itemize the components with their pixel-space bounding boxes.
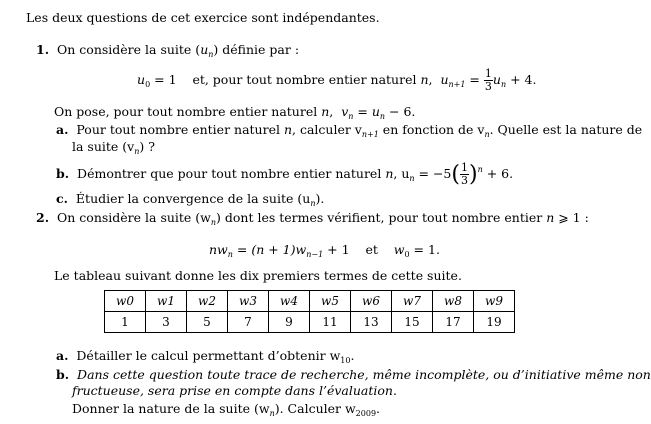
q2-f1: nw bbox=[209, 242, 228, 257]
f-tail: u bbox=[492, 72, 501, 87]
table-header-cell: w5 bbox=[310, 291, 351, 312]
q1-c-label: c. bbox=[56, 191, 68, 206]
table-header-cell: w8 bbox=[433, 291, 474, 312]
q2-fw0: w bbox=[393, 242, 405, 257]
paren-close: ) bbox=[468, 161, 478, 187]
q1-b-frac bbox=[460, 162, 469, 187]
q1-a-l2end: ) ? bbox=[139, 139, 155, 154]
q2-text-end: ) dont les termes vérifient, pour tout nombre entier bbox=[216, 210, 547, 225]
f-frac-num: 1 bbox=[484, 67, 492, 80]
q1-a-l2: la suite (v bbox=[72, 139, 135, 154]
q1-b-end: + 6. bbox=[482, 166, 514, 181]
q2-b-label: b. bbox=[56, 367, 70, 382]
q2-n: n bbox=[546, 210, 555, 225]
q1-text-end: ) définie par : bbox=[213, 42, 300, 57]
pose-n: n bbox=[321, 104, 330, 119]
pose-text: On pose, pour tout nombre entier naturel bbox=[54, 104, 322, 119]
table-value-cell: 7 bbox=[228, 312, 269, 333]
q1-b-label: b. bbox=[56, 166, 70, 181]
q1-b-n: n bbox=[385, 166, 394, 181]
q2-fmididx: n−1 bbox=[306, 250, 324, 259]
pose-end: − 6. bbox=[385, 104, 416, 119]
q1-a-n: n bbox=[283, 122, 293, 137]
q2-a-label: a. bbox=[56, 348, 69, 363]
paren-open: ( bbox=[451, 161, 460, 187]
q2-b-l3mid: ). Calculer w bbox=[274, 401, 356, 416]
q1-number: 1. bbox=[36, 42, 50, 57]
table-value-cell: 13 bbox=[351, 312, 392, 333]
q1-b-uidx: n bbox=[409, 174, 415, 183]
table-value-cell: 17 bbox=[433, 312, 474, 333]
q1-a-l2idx: n bbox=[134, 147, 140, 156]
intro-text: Les deux questions de cet exercice sont indépendantes. bbox=[26, 10, 380, 25]
q2-a-idx: 10 bbox=[340, 356, 351, 365]
q2-b-l1: Dans cette question toute trace de recherche, même incomplète, ou d’initiative même non bbox=[77, 367, 651, 382]
q2-b-l3end: . bbox=[376, 401, 381, 416]
table-value-cell: 5 bbox=[187, 312, 228, 333]
q2-formula bbox=[209, 242, 440, 258]
q2-b bbox=[56, 367, 651, 383]
f-tail-idx: n bbox=[500, 80, 507, 89]
q1-c-idx: n bbox=[310, 199, 316, 208]
q1-c-end: ). bbox=[315, 191, 325, 206]
pose-eq: = u bbox=[353, 104, 380, 119]
table-header-cell: w7 bbox=[392, 291, 433, 312]
q2-a-text: Détailler le calcul permettant d’obtenir w bbox=[76, 348, 341, 363]
q1-pose: On pose, pour tout nombre entier naturel n, $v_n = u_n - 6$. bbox=[54, 104, 416, 121]
q2-a bbox=[56, 348, 354, 364]
q1-a-line2 bbox=[72, 139, 155, 155]
q2-b-line2 bbox=[72, 383, 397, 399]
q1-a-t2: , calculer v bbox=[292, 122, 362, 137]
q1-a-vidx: n+1 bbox=[361, 130, 379, 139]
pose-u-idx: n bbox=[379, 112, 386, 121]
f-u0: u bbox=[137, 72, 146, 87]
table-header-cell: w9 bbox=[474, 291, 515, 312]
q1-b-exp: n bbox=[477, 165, 483, 174]
table-value-cell: 11 bbox=[310, 312, 351, 333]
table-value-cell: 15 bbox=[392, 312, 433, 333]
f-tail-end: + 4. bbox=[506, 72, 537, 87]
table-value-cell: 3 bbox=[146, 312, 187, 333]
q1-a-label: a. bbox=[56, 122, 69, 137]
q1-a-t3: en fonction de v bbox=[378, 122, 485, 137]
pose-v: v bbox=[341, 104, 349, 119]
table-value-cell: 19 bbox=[474, 312, 515, 333]
q2-b-l3: Donner la nature de la suite (w bbox=[72, 401, 270, 416]
q2-b-l3idx: n bbox=[269, 409, 275, 418]
q1-c bbox=[56, 191, 324, 207]
q2-fmid: = (n + 1)w bbox=[232, 242, 307, 257]
q2-b-line3 bbox=[72, 401, 380, 417]
f-u-idx: n+1 bbox=[448, 80, 466, 89]
table-value-row bbox=[105, 312, 515, 333]
table-header-cell: w1 bbox=[146, 291, 187, 312]
q2-text: On considère la suite (w bbox=[57, 210, 211, 225]
table-header-cell: w3 bbox=[228, 291, 269, 312]
q1-a-v2idx: n bbox=[484, 130, 490, 139]
table-value-cell: 1 bbox=[105, 312, 146, 333]
q1-a bbox=[56, 122, 642, 138]
q2-b-l2: fructueuse, sera prise en compte dans l’évaluation. bbox=[72, 383, 397, 398]
q2-idx: n bbox=[210, 218, 217, 227]
q2-a-end: . bbox=[350, 348, 355, 363]
q1-seq-idx: n bbox=[208, 50, 214, 59]
f-eq: = 1 bbox=[150, 72, 177, 87]
q2-fet: et bbox=[365, 242, 378, 257]
q1-b-eq: = −5 bbox=[414, 166, 452, 181]
q1-seq: u bbox=[200, 42, 209, 57]
table-header-cell: w0 bbox=[105, 291, 146, 312]
f-mid: et, pour tout nombre entier naturel bbox=[192, 72, 421, 87]
f-frac bbox=[484, 68, 493, 93]
q1-formula: $u_0 = 1$ et, pour tout nombre entier naturel n, $u_{n+1}$ = $\frac{1}{3}$ $u_n + 4$. bbox=[137, 67, 537, 93]
table-header-cell: w6 bbox=[351, 291, 392, 312]
q2-number: 2. bbox=[36, 210, 50, 225]
f-u: u bbox=[440, 72, 449, 87]
q1-c-text: Étudier la convergence de la suite (u bbox=[75, 191, 311, 206]
q2-geq: ⩾ 1 : bbox=[554, 210, 589, 225]
q2-b-l3idx2: 2009 bbox=[355, 409, 377, 418]
f-frac-den: 3 bbox=[484, 80, 492, 93]
q1-b-fden: 3 bbox=[460, 174, 468, 187]
table-header-cell: w2 bbox=[187, 291, 228, 312]
q1-b-text: Démontrer que pour tout nombre entier naturel bbox=[77, 166, 386, 181]
q1-b bbox=[56, 162, 513, 187]
q2-fend: + 1 bbox=[323, 242, 350, 257]
q2-f1idx: n bbox=[227, 250, 233, 259]
terms-table bbox=[104, 290, 515, 333]
q2-line bbox=[36, 210, 589, 226]
table-header-row bbox=[105, 291, 515, 312]
q1-text: On considère la suite ( bbox=[57, 42, 201, 57]
q2-table-intro: Le tableau suivant donne les dix premiers termes de cette suite. bbox=[54, 268, 462, 283]
table-value-cell: 9 bbox=[269, 312, 310, 333]
f-n: n bbox=[420, 72, 429, 87]
q1-a-t1: Pour tout nombre entier naturel bbox=[76, 122, 284, 137]
q1-a-t4: . Quelle est la nature de bbox=[489, 122, 643, 137]
pose-v-idx: n bbox=[348, 112, 354, 121]
table-header-cell: w4 bbox=[269, 291, 310, 312]
q2-fw0idx: 0 bbox=[404, 250, 410, 259]
q1-b-u: , u bbox=[393, 166, 410, 181]
q1-line bbox=[36, 42, 299, 58]
f-u0-idx: 0 bbox=[145, 80, 151, 89]
q2-fw0end: = 1. bbox=[409, 242, 440, 257]
q1-b-fnum: 1 bbox=[460, 161, 468, 174]
